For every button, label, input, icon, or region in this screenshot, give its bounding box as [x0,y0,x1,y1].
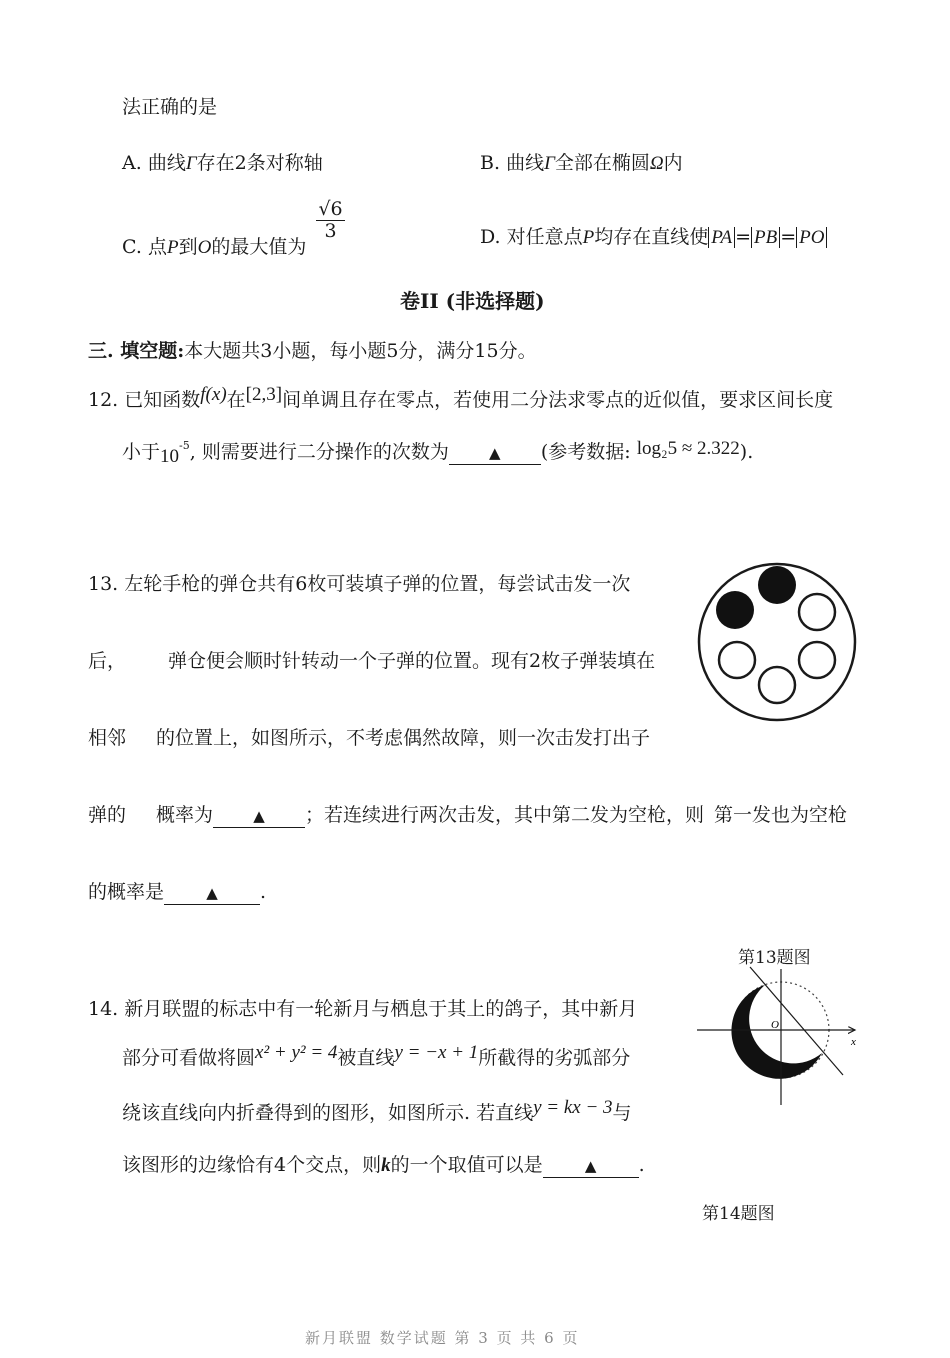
answer-marker-icon: ▲ [584,1157,597,1175]
option-a-text-pre: 曲线 [147,152,186,174]
q13-text-5a: 的概率是 [88,881,165,903]
eq-1: = [735,226,751,248]
q14-circle-equation: x² + y² = 4 [255,1042,338,1063]
section-3-header [88,336,537,363]
option-a [122,148,323,175]
page-footer: 新月联盟 数学试题 第 3 页 共 6 页 [305,1329,580,1347]
bullet-slot-5-empty [719,642,755,678]
q14-text-4c: . [638,1154,645,1176]
q14-line2-equation: y = kx − 3 [533,1097,613,1118]
option-c-point-p: P [166,237,179,259]
q14-text-1: 新月联盟的标志中有一轮新月与栖息于其上的鸽子，其中新月 [124,998,638,1020]
option-d [480,222,827,249]
answer-marker-icon: ▲ [489,444,501,462]
bullet-slot-1-loaded [758,566,796,604]
bullet-slot-6-loaded [716,591,754,629]
option-c-text-pre: 点 [147,236,167,259]
bullet-slot-3-empty [799,642,835,678]
answer-marker-icon: ▲ [253,807,265,825]
q13-line3 [88,723,650,750]
q12-line1 [88,385,833,412]
x-axis-label: x [851,1036,856,1048]
q14-text-4a: 该图形的边缘恰有4个交点，则 [122,1154,382,1176]
crescent-figure [695,965,865,1115]
option-d-label: D. [480,226,501,248]
q13-text-5b: . [260,881,267,903]
q13-number: 13. [88,573,119,595]
option-d-post: 均存在直线使 [594,226,709,248]
option-b-label: B. [480,152,501,174]
option-c-fraction [316,199,344,242]
q14-line2 [122,1043,630,1070]
q14-text-3a: 绕该直线向内折叠得到的图形，如图所示. 若直线 [122,1102,534,1124]
q12-pow-base: 10 [160,446,180,467]
option-b-text-pre: 曲线 [506,152,545,174]
abs-po: PO [796,227,827,248]
q12-text-g: ). [739,441,754,463]
q14-answer-blank[interactable] [543,1155,639,1178]
q13-line4 [88,800,847,828]
q13-answer-blank-1[interactable] [213,805,305,828]
q14-k: k [381,1155,391,1176]
section-3-head: 三. 填空题: [88,340,185,362]
q14-number: 14. [88,998,119,1020]
q14-line4 [122,1150,645,1178]
q12-text-f: (参考数据: [540,441,631,463]
q14-text-2a: 部分可看做将圆 [122,1047,256,1069]
q13-text-4d: 第一发也为空枪 [714,804,848,826]
revolver-chamber-figure [695,560,860,725]
fraction-denominator: 3 [324,219,337,242]
option-a-symbol: Γ [185,153,197,174]
option-c-post: 的最大值为 [211,236,307,259]
question-stem-tail: 法正确的是 [122,96,218,118]
q14-text-3b: 与 [612,1102,632,1124]
q13-text-4b: 概率为 [156,804,214,826]
q12-text-a: 已知函数 [124,389,201,411]
q14-line-equation: y = −x + 1 [394,1042,479,1063]
q12-reference-data: log₂5 ≈ 2.322 [636,438,740,459]
q14-line1 [88,994,637,1021]
crescent-shape [731,985,822,1079]
q13-text-3a: 相邻 [88,727,127,749]
option-b-symbol: Γ [544,153,555,174]
origin-label: O [771,1019,779,1031]
q12-text-b: 在 [226,389,246,411]
q13-text-2a: 后， [88,650,127,672]
q12-text-c: 间单调且存在零点，若使用二分法求零点的近似值，要求区间长度 [282,389,834,411]
q12-text-d: 小于 [122,441,161,463]
q13-line2 [88,646,655,673]
option-a-label: A. [122,152,142,174]
abs-pa: PA [708,227,735,248]
option-b [480,148,683,175]
q13-text-2b: 弹仓便会顺时针转动一个子弹的位置。现有2枚子弹装填在 [168,650,656,672]
option-c-point-o: O [197,237,212,259]
option-c-mid: 到 [178,236,198,259]
q14-text-2c: 所截得的劣弧部分 [478,1047,631,1069]
q14-text-2b: 被直线 [337,1047,395,1069]
q12-pow-exp: -5 [179,438,190,452]
bullet-slot-2-empty [799,594,835,630]
q12-interval: [2,3] [245,384,283,405]
q12-number: 12. [88,389,119,411]
q14-text-4b: 的一个取值可以是 [390,1154,543,1176]
q13-text-4a: 弹的 [88,804,127,826]
option-b-text-mid: 全部在椭圆 [554,152,650,174]
q13-text-4c: ；若连续进行两次击发，其中第二发为空枪，则 [305,804,705,826]
fraction-numerator: √6 [318,198,343,220]
option-b-text-post: 内 [663,152,683,174]
q13-line1 [88,569,630,596]
answer-marker-icon: ▲ [206,884,218,902]
q12-text-e: , 则需要进行二分操作的次数为 [189,441,449,463]
option-d-text-pre: 对任意点 [506,226,583,248]
option-b-symbol2: Ω [649,153,664,174]
q13-figure-caption: 第13题图 [738,948,811,968]
q13-text-1: 左轮手枪的弹仓共有6枚可装填子弹的位置，每尝试击发一次 [124,573,631,595]
option-a-text-post: 存在2条对称轴 [196,152,323,174]
option-c-label: C. [122,236,142,259]
eq-2: = [780,226,797,248]
section-3-text: 本大题共3小题，每小题5分，满分15分。 [184,340,537,362]
option-d-point-p: P [582,227,595,248]
option-c [122,193,345,259]
q12-answer-blank[interactable] [449,442,541,465]
q14-line3 [122,1098,632,1125]
q13-answer-blank-2[interactable] [164,882,260,905]
abs-pb: PB [751,227,780,248]
bullet-slot-4-empty [759,667,795,703]
section-title: 卷II (非选择题) [400,289,545,313]
q14-figure-caption: 第14题图 [702,1204,775,1224]
q12-line2 [122,437,753,465]
q13-line5 [88,877,266,905]
q12-fx: f(x) [200,384,227,405]
q13-text-3b: 的位置上，如图所示，不考虑偶然故障，则一次击发打出子 [156,727,651,749]
